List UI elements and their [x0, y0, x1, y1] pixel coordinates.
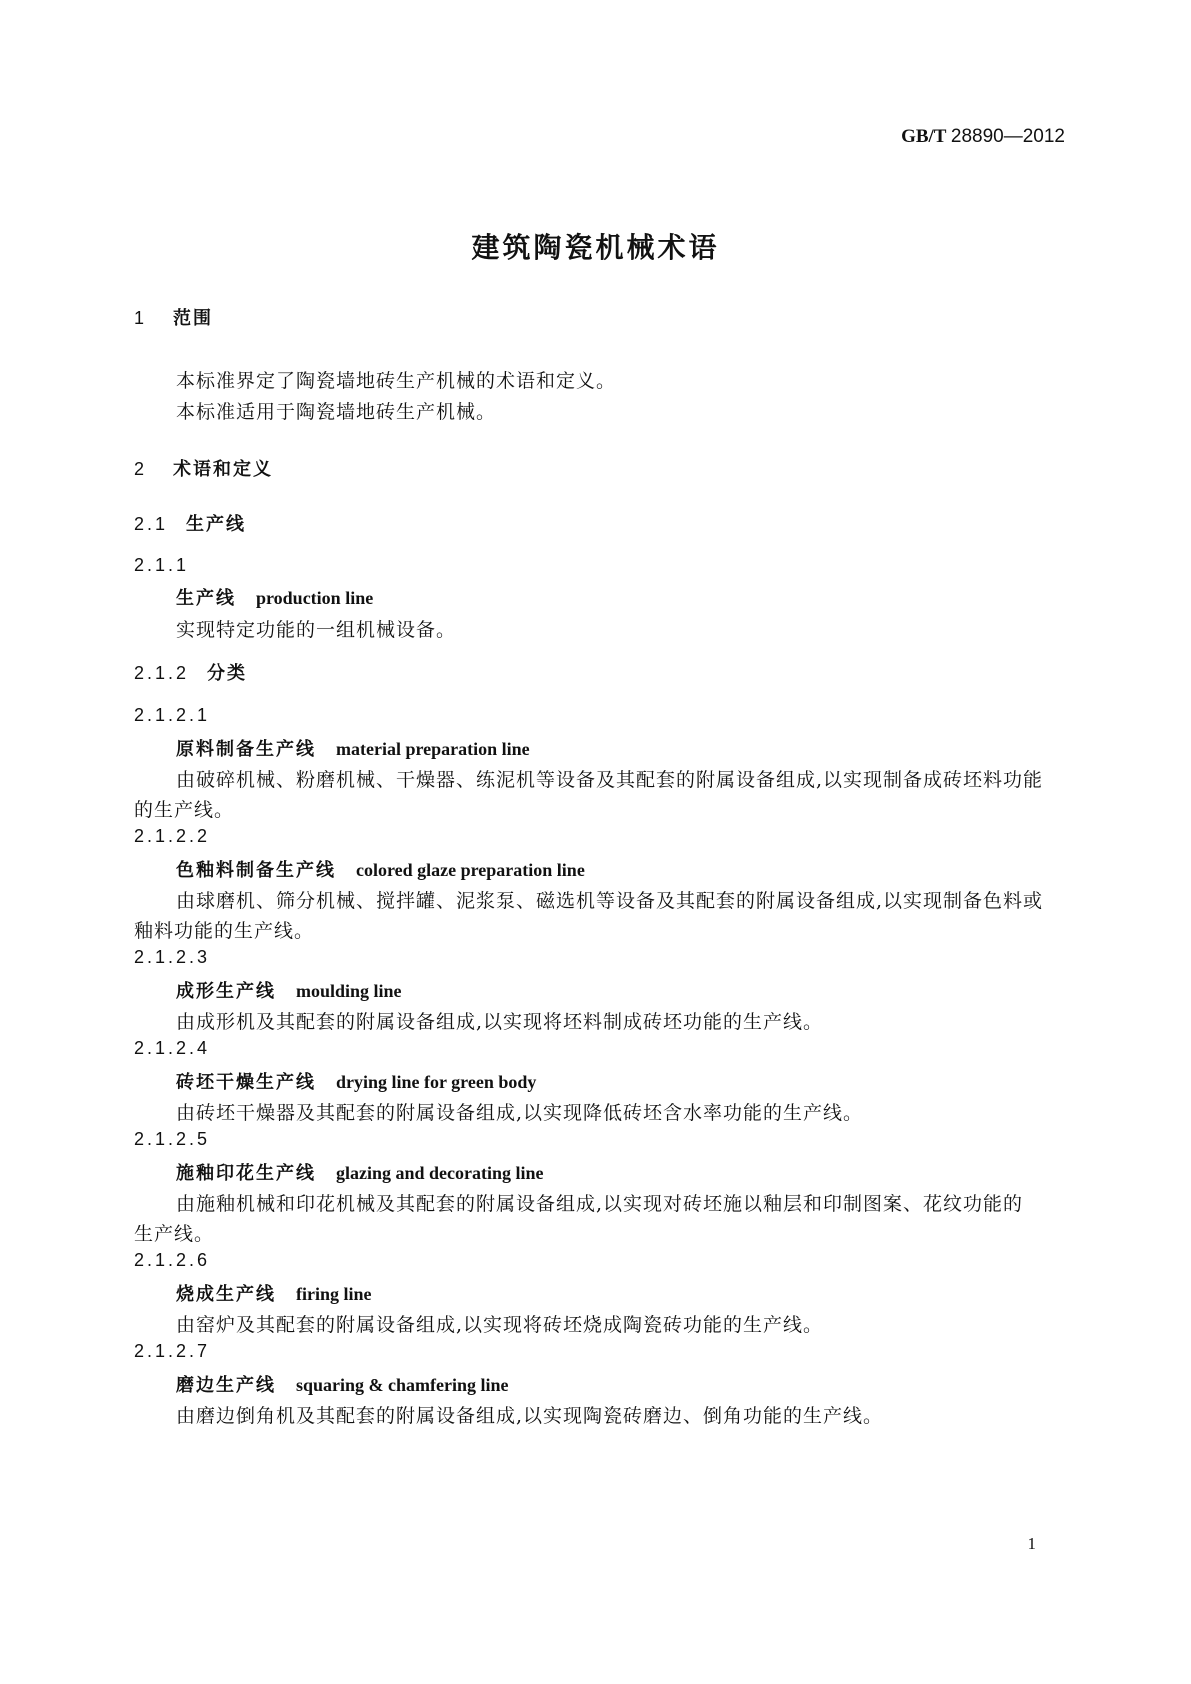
- section-number: 2.1.2: [134, 663, 190, 683]
- term-definition: 由成形机及其配套的附属设备组成,以实现将坯料制成砖坯功能的生产线。: [176, 1011, 824, 1033]
- term-en: material preparation line: [336, 739, 530, 759]
- term-definition: 由窑炉及其配套的附属设备组成,以实现将砖坯烧成陶瓷砖功能的生产线。: [176, 1314, 824, 1336]
- term-en: squaring & chamfering line: [296, 1375, 509, 1395]
- term-en: moulding line: [296, 981, 402, 1001]
- section-number: 1: [134, 308, 148, 328]
- standard-code: [901, 126, 1065, 148]
- term-heading: [176, 584, 373, 610]
- section-title: 术语和定义: [173, 459, 274, 480]
- term-definition: 由破碎机械、粉磨机械、干燥器、练泥机等设备及其配套的附属设备组成,以实现制备成砖坯料功能: [176, 769, 1044, 791]
- clause-number: 2.1.2.3: [134, 947, 211, 967]
- term-definition-continued: 的生产线。: [134, 799, 235, 821]
- term-zh: 砖坯干燥生产线: [176, 1072, 316, 1093]
- term-definition-continued: 釉料功能的生产线。: [134, 920, 315, 942]
- term-zh: 生产线: [176, 588, 236, 609]
- term-heading: [176, 1159, 544, 1185]
- subsection-heading-2-1-2: [134, 659, 247, 685]
- term-zh: 施釉印花生产线: [176, 1163, 316, 1184]
- term-en: production line: [256, 588, 374, 608]
- document-title: 建筑陶瓷机械术语: [471, 231, 720, 264]
- clause-number: 2.1.2.4: [134, 1038, 211, 1058]
- term-definition: 实现特定功能的一组机械设备。: [176, 619, 457, 641]
- section-heading-terms: [134, 455, 273, 481]
- term-heading: [176, 1371, 509, 1397]
- clause-number: 2.1.2.2: [134, 826, 211, 846]
- term-heading: [176, 1280, 372, 1306]
- term-definition: 由施釉机械和印花机械及其配套的附属设备组成,以实现对砖坯施以釉层和印制图案、花纹功能的: [176, 1193, 1024, 1215]
- clause-number: 2.1.2.5: [134, 1129, 211, 1149]
- clause-number: 2.1.2.6: [134, 1250, 211, 1270]
- standard-code-number: 28890—2012: [950, 126, 1065, 147]
- term-heading: [176, 977, 402, 1003]
- standard-code-prefix: GB/T: [901, 126, 947, 147]
- term-heading: [176, 1068, 536, 1094]
- scope-paragraph-2: 本标准适用于陶瓷墙地砖生产机械。: [176, 401, 497, 423]
- section-number: 2.1: [134, 514, 169, 534]
- subsection-heading-2-1: [134, 510, 246, 536]
- term-definition: 由球磨机、筛分机械、搅拌罐、泥浆泵、磁选机等设备及其配套的附属设备组成,以实现制备色料或: [176, 890, 1044, 912]
- term-zh: 色釉料制备生产线: [176, 860, 336, 881]
- section-heading-scope: [134, 304, 213, 330]
- section-title: 生产线: [186, 514, 247, 535]
- term-heading: [176, 735, 530, 761]
- clause-number: 2.1.2.7: [134, 1341, 211, 1361]
- term-en: firing line: [296, 1284, 372, 1304]
- scope-paragraph-1: 本标准界定了陶瓷墙地砖生产机械的术语和定义。: [176, 370, 617, 392]
- term-en: glazing and decorating line: [336, 1163, 544, 1183]
- section-title: 分类: [207, 663, 248, 684]
- clause-number: 2.1.1: [134, 555, 190, 575]
- clause-number: 2.1.2.1: [134, 705, 211, 725]
- term-heading: [176, 856, 585, 882]
- term-definition: 由磨边倒角机及其配套的附属设备组成,以实现陶瓷砖磨边、倒角功能的生产线。: [176, 1405, 884, 1427]
- term-zh: 原料制备生产线: [176, 739, 316, 760]
- section-number: 2: [134, 459, 148, 479]
- term-en: drying line for green body: [336, 1072, 537, 1092]
- section-title: 范围: [173, 308, 214, 329]
- term-zh: 磨边生产线: [176, 1375, 276, 1396]
- page-number: 1: [1027, 1534, 1036, 1553]
- term-en: colored glaze preparation line: [356, 860, 585, 880]
- term-zh: 成形生产线: [176, 981, 276, 1002]
- term-definition-continued: 生产线。: [134, 1223, 215, 1245]
- term-definition: 由砖坯干燥器及其配套的附属设备组成,以实现降低砖坯含水率功能的生产线。: [176, 1102, 864, 1124]
- term-zh: 烧成生产线: [176, 1284, 276, 1305]
